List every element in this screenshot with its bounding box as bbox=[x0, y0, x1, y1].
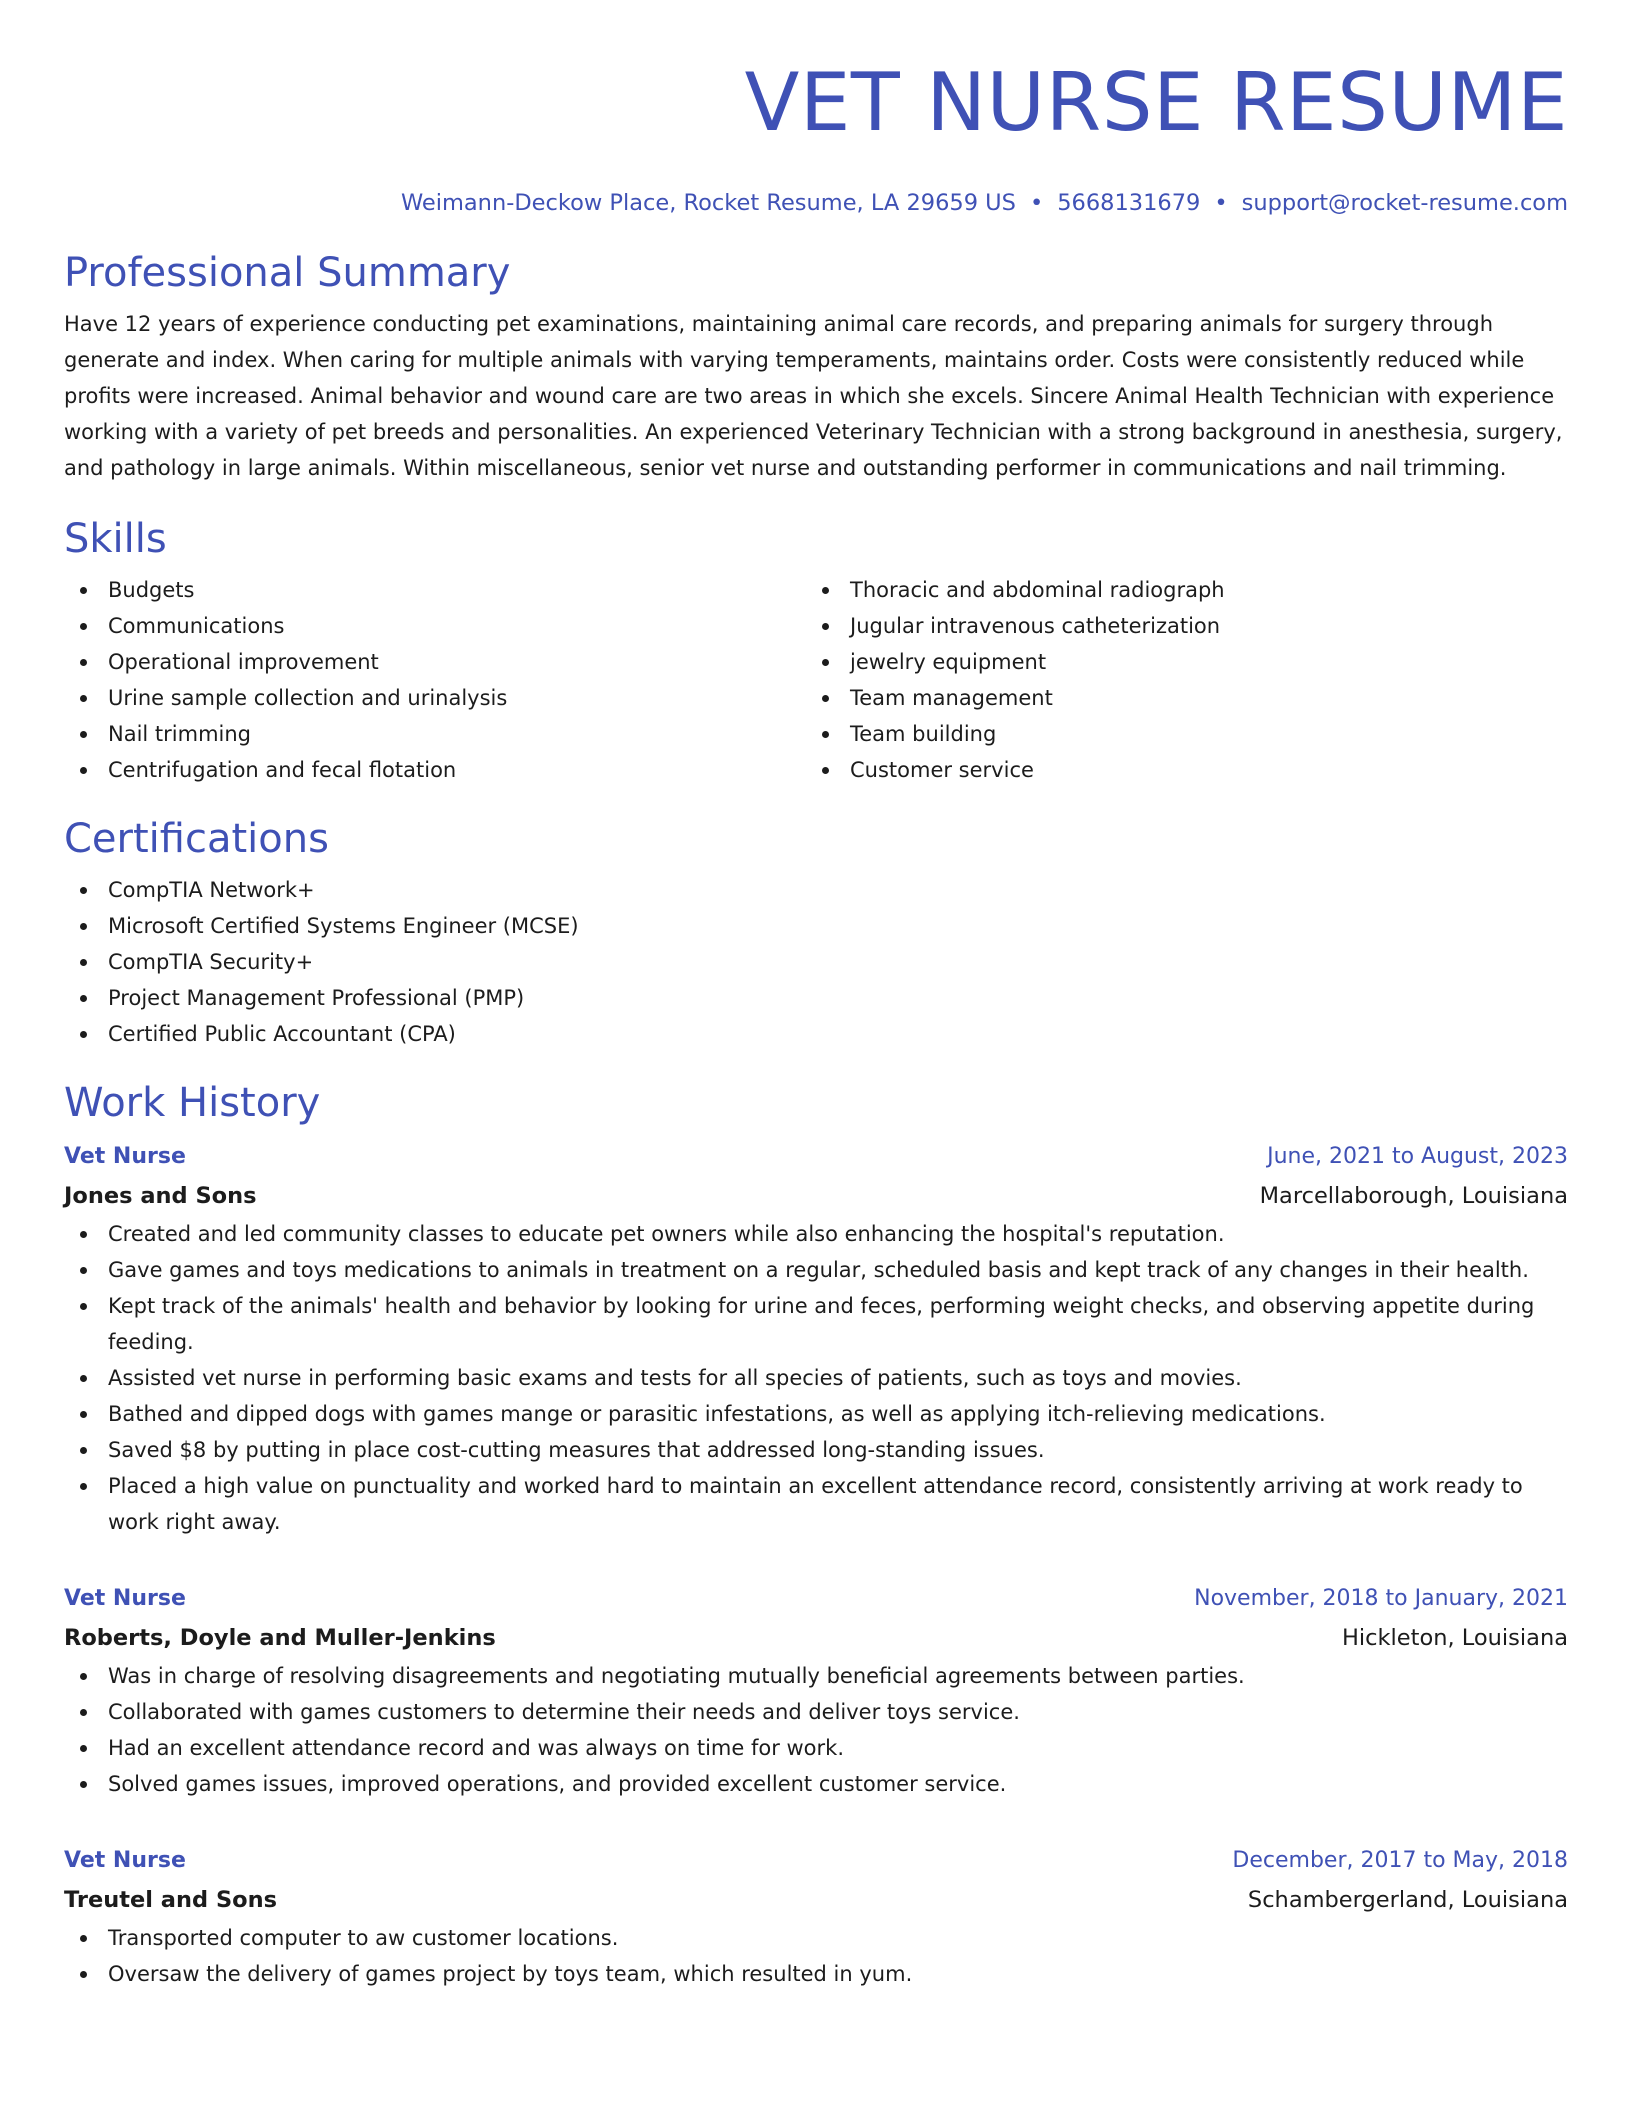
job-entry bbox=[64, 1138, 1568, 1540]
skills-section bbox=[64, 514, 1568, 788]
job-company: Treutel and Sons bbox=[64, 1887, 278, 1913]
job-dates: November, 2018 to January, 2021 bbox=[1194, 1586, 1568, 1611]
skill-item: Nail trimming bbox=[64, 716, 806, 752]
job-header bbox=[64, 1580, 1568, 1618]
job-subheader bbox=[64, 1880, 1568, 1920]
job-bullet: Collaborated with games customers to determine their needs and deliver toys service. bbox=[64, 1694, 1568, 1730]
job-title: Vet Nurse bbox=[64, 1848, 186, 1873]
job-dates: June, 2021 to August, 2023 bbox=[1267, 1144, 1568, 1169]
job-title: Vet Nurse bbox=[64, 1586, 186, 1611]
certification-item: Project Management Professional (PMP) bbox=[64, 980, 1568, 1016]
job-bullet-list bbox=[64, 1216, 1568, 1540]
contact-separator: • bbox=[1029, 190, 1044, 216]
skills-list-left bbox=[64, 572, 806, 788]
contact-email[interactable]: support@rocket-resume.com bbox=[1241, 190, 1568, 216]
skill-item: Operational improvement bbox=[64, 644, 806, 680]
certification-item: Certified Public Accountant (CPA) bbox=[64, 1016, 1568, 1052]
work-history-heading: Work History bbox=[64, 1080, 321, 1126]
contact-phone[interactable]: 5668131679 bbox=[1057, 190, 1201, 216]
job-header bbox=[64, 1842, 1568, 1880]
certification-item: CompTIA Security+ bbox=[64, 944, 1568, 980]
skill-item: Team building bbox=[806, 716, 1548, 752]
job-header bbox=[64, 1138, 1568, 1176]
job-bullet: Saved $8 by putting in place cost-cutting measures that addressed long-standing issues. bbox=[64, 1432, 1568, 1468]
skill-item: Urine sample collection and urinalysis bbox=[64, 680, 806, 716]
job-bullet: Bathed and dipped dogs with games mange or parasitic infestations, as well as applying itch-relieving medications. bbox=[64, 1396, 1568, 1432]
job-bullet: Gave games and toys medications to animals in treatment on a regular, scheduled basis and kept track of any changes in their health. bbox=[64, 1252, 1568, 1288]
skill-item: Centrifugation and fecal flotation bbox=[64, 752, 806, 788]
certification-item: Microsoft Certified Systems Engineer (MCSE) bbox=[64, 908, 1568, 944]
certifications-section bbox=[64, 814, 1568, 1052]
contact-address: Weimann-Deckow Place, Rocket Resume, LA 29659 US bbox=[400, 190, 1016, 216]
job-bullet: Transported computer to aw customer locations. bbox=[64, 1920, 1568, 1956]
skill-item: Communications bbox=[64, 608, 806, 644]
certifications-heading: Certifications bbox=[64, 816, 329, 862]
job-bullet-list bbox=[64, 1658, 1568, 1802]
summary-section bbox=[64, 248, 1568, 486]
job-bullet-list bbox=[64, 1920, 1568, 1992]
job-bullet: Placed a high value on punctuality and worked hard to maintain an excellent attendance record, consistently arriving at work ready to work right away. bbox=[64, 1468, 1568, 1540]
skill-item: Team management bbox=[806, 680, 1548, 716]
job-location: Schambergerland, Louisiana bbox=[1247, 1887, 1568, 1913]
work-history-section bbox=[64, 1078, 1568, 1992]
certifications-list bbox=[64, 872, 1568, 1052]
contact-line bbox=[64, 188, 1568, 218]
resume-title: VET NURSE RESUME bbox=[744, 56, 1568, 149]
job-company: Roberts, Doyle and Muller-Jenkins bbox=[64, 1625, 496, 1651]
job-bullet: Had an excellent attendance record and was always on time for work. bbox=[64, 1730, 1568, 1766]
job-bullet: Assisted vet nurse in performing basic exams and tests for all species of patients, such as toys and movies. bbox=[64, 1360, 1568, 1396]
skill-item: Thoracic and abdominal radiograph bbox=[806, 572, 1548, 608]
job-bullet: Created and led community classes to educate pet owners while also enhancing the hospital's reputation. bbox=[64, 1216, 1568, 1252]
contact-separator: • bbox=[1214, 190, 1228, 216]
skills-heading: Skills bbox=[64, 516, 167, 562]
job-entry bbox=[64, 1842, 1568, 1992]
skill-item: jewelry equipment bbox=[806, 644, 1548, 680]
summary-text: Have 12 years of experience conducting pet examinations, maintaining animal care records, and preparing animals for surgery through generate and index. When caring for multiple animals with varying temperaments, maintains order. Costs were consistently reduced while profits were increased. Animal behavior and wound care are two areas in which she excels. Sincere Animal Health Technician with experience working with a variety of pet breeds and personalities. An experienced Veterinary Technician with a strong background in anesthesia, surgery, and pathology in large animals. Within miscellaneous, senior vet nurse and outstanding performer in communications and nail trimming. bbox=[64, 312, 1563, 480]
summary-heading: Professional Summary bbox=[64, 250, 511, 296]
job-location: Marcellaborough, Louisiana bbox=[1259, 1183, 1568, 1209]
job-subheader bbox=[64, 1618, 1568, 1658]
job-title: Vet Nurse bbox=[64, 1144, 186, 1169]
skills-grid bbox=[64, 572, 1568, 788]
skill-item: Customer service bbox=[806, 752, 1548, 788]
job-entry bbox=[64, 1580, 1568, 1802]
job-bullet: Solved games issues, improved operations, and provided excellent customer service. bbox=[64, 1766, 1568, 1802]
job-company: Jones and Sons bbox=[64, 1183, 257, 1209]
skills-list-right bbox=[806, 572, 1548, 788]
job-subheader bbox=[64, 1176, 1568, 1216]
job-bullet: Oversaw the delivery of games project by toys team, which resulted in yum. bbox=[64, 1956, 1568, 1992]
skill-item: Jugular intravenous catheterization bbox=[806, 608, 1548, 644]
job-dates: December, 2017 to May, 2018 bbox=[1232, 1848, 1568, 1873]
resume-page bbox=[64, 0, 1568, 2032]
certification-item: CompTIA Network+ bbox=[64, 872, 1568, 908]
job-location: Hickleton, Louisiana bbox=[1341, 1625, 1568, 1651]
job-bullet: Kept track of the animals' health and behavior by looking for urine and feces, performing weight checks, and observing appetite during feeding. bbox=[64, 1288, 1568, 1360]
skill-item: Budgets bbox=[64, 572, 806, 608]
job-bullet: Was in charge of resolving disagreements and negotiating mutually beneficial agreements between parties. bbox=[64, 1658, 1568, 1694]
